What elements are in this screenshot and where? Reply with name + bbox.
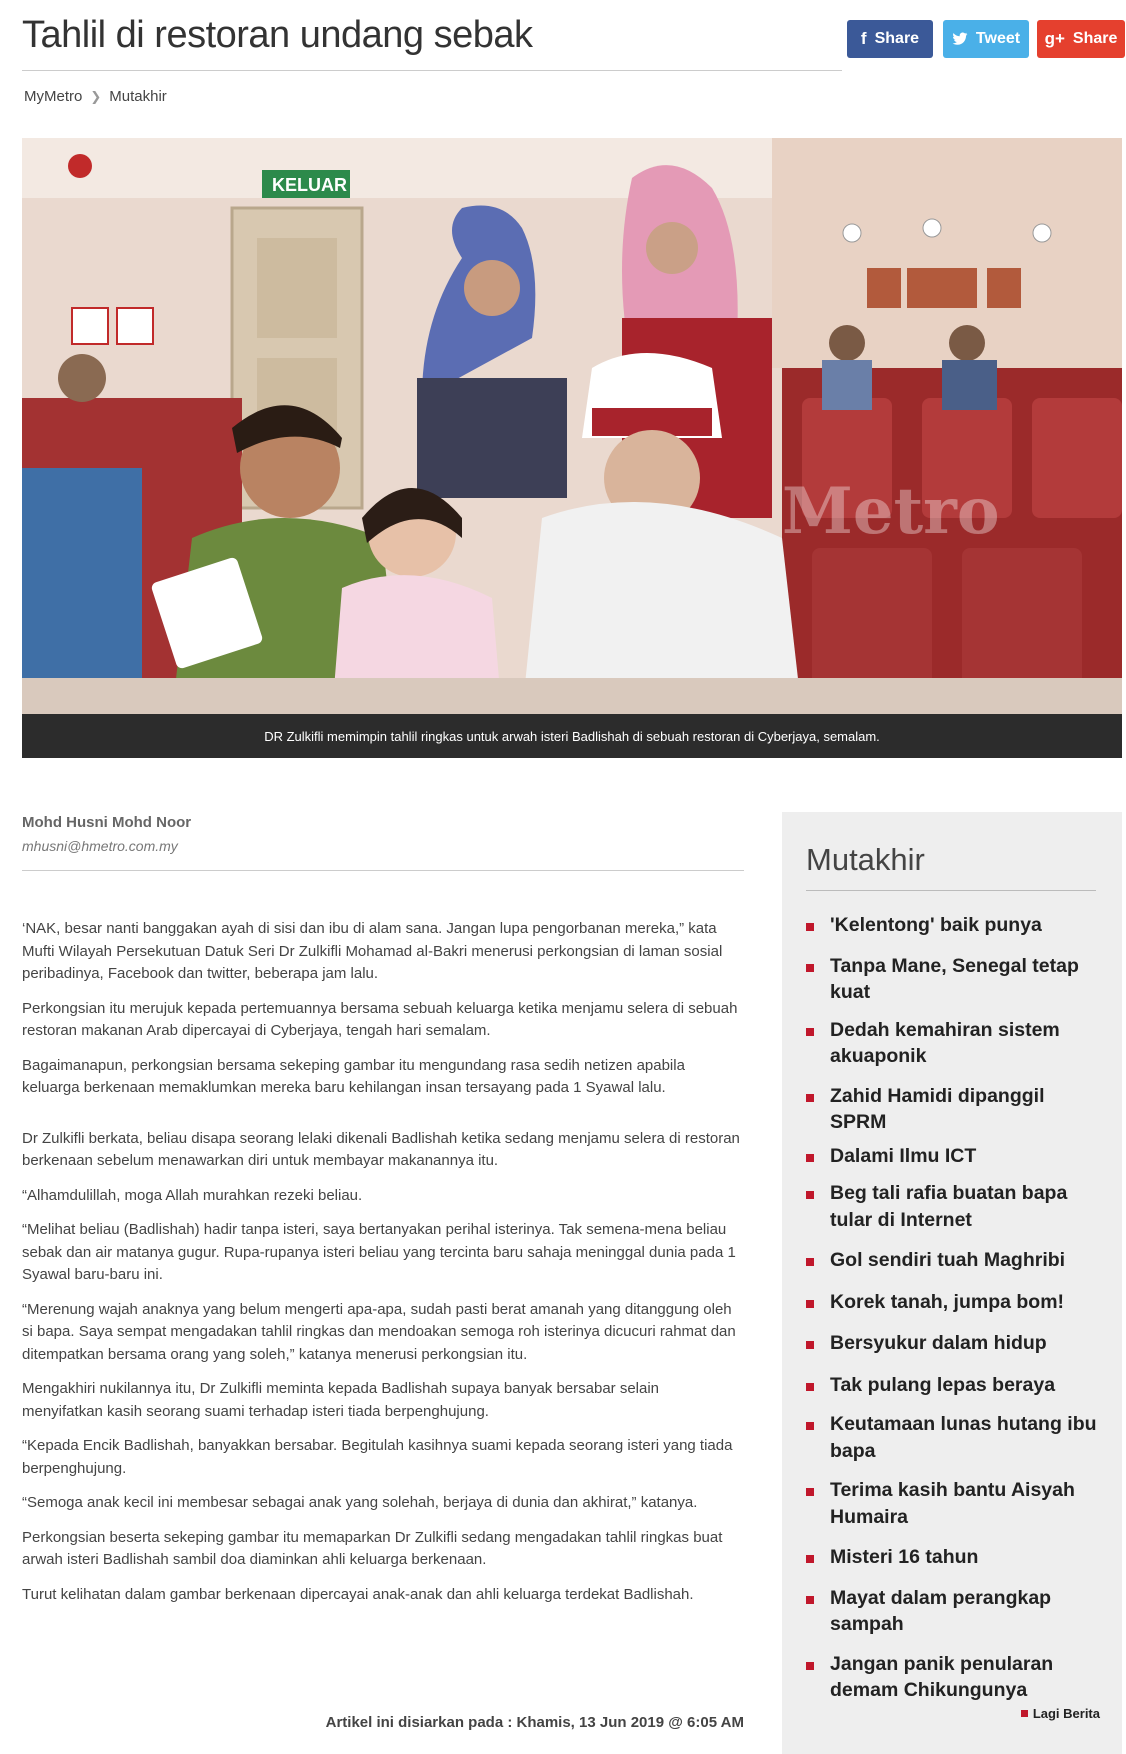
bullet-icon xyxy=(806,1383,814,1391)
sidebar-news-item[interactable] xyxy=(804,1083,1104,1136)
author-divider xyxy=(22,870,744,871)
sidebar-news-label: 'Kelentong' baik punya xyxy=(830,914,1042,936)
sidebar-news-label: Dalami Ilmu ICT xyxy=(830,1144,977,1167)
article-paragraph: “Semoga anak kecil ini membesar sebagai anak yang solehah, berjaya di dunia dan akhirat,” katanya. xyxy=(22,1494,698,1511)
breadcrumb-mutakhir[interactable]: Mutakhir xyxy=(109,88,167,105)
article-paragraph: Mengakhiri nukilannya itu, Dr Zulkifli meminta kepada Badlishah supaya banyak bersabar selain menyifatkan kasih seorang suami terhadap isteri tiada berpenghujung. xyxy=(22,1380,660,1420)
sidebar-news-item[interactable] xyxy=(804,1017,1104,1070)
bullet-icon xyxy=(806,1341,814,1349)
facebook-share-label: Share xyxy=(874,30,920,47)
googleplus-icon: g+ xyxy=(1044,29,1065,48)
article-paragraph: Perkongsian beserta sekeping gambar itu memaparkan Dr Zulkifli sedang mengadakan tahlil ringkas buat arwah isteri Badlishah sambil doa diaminkan ahli keluarga berkenaan. xyxy=(22,1528,723,1568)
twitter-tweet-label: Tweet xyxy=(975,30,1021,47)
article-paragraph: “Kepada Encik Badlishah, banyakkan bersabar. Begitulah kasihnya suami kepada seorang isteri yang tiada berpenghujung. xyxy=(22,1437,733,1477)
sidebar-news-item[interactable] xyxy=(804,1411,1104,1464)
sidebar-news-item[interactable] xyxy=(804,1330,1104,1357)
author-email[interactable]: mhusni@hmetro.com.my xyxy=(22,838,178,854)
sidebar-news-item[interactable] xyxy=(804,1585,1104,1638)
sidebar-news-item[interactable] xyxy=(804,1651,1104,1704)
sidebar-news-item[interactable] xyxy=(804,1544,1104,1571)
sidebar-news-label: Tak pulang lepas beraya xyxy=(830,1373,1056,1396)
bullet-icon xyxy=(806,1258,814,1266)
more-news-label: Lagi Berita xyxy=(1032,1706,1100,1721)
sidebar-news-label: Mayat dalam perangkap sampah xyxy=(830,1586,1052,1635)
sidebar-news-label: Gol sendiri tuah Maghribi xyxy=(830,1249,1066,1271)
breadcrumb-mymetro[interactable]: MyMetro xyxy=(24,88,83,105)
bullet-icon xyxy=(806,1422,814,1430)
sidebar-news-item[interactable] xyxy=(804,1180,1104,1233)
bullet-icon xyxy=(806,1028,814,1036)
breadcrumb xyxy=(24,88,167,105)
sidebar-news-item[interactable] xyxy=(804,912,1104,939)
bullet-icon xyxy=(806,1596,814,1604)
bullet-icon xyxy=(806,1300,814,1308)
bullet-icon xyxy=(806,964,814,972)
facebook-icon: f xyxy=(860,29,867,48)
sidebar-news-label: Dedah kemahiran sistem akuaponik xyxy=(830,1018,1060,1067)
sidebar-news-label: Terima kasih bantu Aisyah Humaira xyxy=(830,1479,1075,1528)
sidebar-news-item[interactable] xyxy=(804,1477,1104,1530)
bullet-icon xyxy=(806,1154,814,1162)
sidebar-news-label: Beg tali rafia buatan bapa tular di Internet xyxy=(830,1182,1068,1231)
metro-watermark: Metro xyxy=(782,474,1000,549)
more-news-link[interactable] xyxy=(1021,1706,1100,1721)
article-photo xyxy=(22,138,1122,714)
article-paragraph: ‘NAK, besar nanti banggakan ayah di sisi dan ibu di alam sana. Jangan lupa pengorbanan mereka,” kata Mufti Wilayah Persekutuan Datuk Seri Dr Zulkifli Mohamad al-Bakri menerusi perkongsian di laman sosial peribadinya, Facebook dan twitter, beberapa jam lalu. xyxy=(22,920,723,982)
bullet-icon xyxy=(806,1488,814,1496)
googleplus-share-label: Share xyxy=(1072,30,1118,47)
sidebar-news-label: Jangan panik penularan demam Chikungunya xyxy=(830,1652,1054,1701)
article-paragraph: Perkongsian itu merujuk kepada pertemuannya bersama sebuah keluarga ketika menjamu selera di sebuah restoran makanan Arab dipercayai di Cyberjaya, tengah hari semalam. xyxy=(22,999,738,1039)
sidebar-news-item[interactable] xyxy=(804,953,1104,1006)
sidebar-news-item[interactable] xyxy=(804,1289,1104,1316)
bullet-icon xyxy=(1021,1710,1028,1717)
googleplus-share-button[interactable] xyxy=(1037,20,1125,58)
bullet-icon xyxy=(806,1191,814,1199)
author-name: Mohd Husni Mohd Noor xyxy=(22,814,192,831)
article-paragraph: “Melihat beliau (Badlishah) hadir tanpa isteri, saya bertanyakan perihal isterinya. Tak semena-mena beliau sebak dan air matanya gugur. Rupa-rupanya isteri beliau yang tercinta baru sahaja meninggal dunia pada 1 Syawal baru-baru ini. xyxy=(22,1221,736,1283)
article-paragraph: “Merenung wajah anaknya yang belum mengerti apa-apa, sudah pasti berat amanah yang ditanggung oleh si bapa. Saya sempat mengadakan tahlil ringkas dan mendoakan semoga roh isterinya dicucuri rahmat dan ditempatkan bersama orang yang soleh,” katanya menerusi perkongsian itu. xyxy=(22,1300,736,1363)
bullet-icon xyxy=(806,1662,814,1670)
sidebar-news-label: Misteri 16 tahun xyxy=(830,1546,979,1568)
bullet-icon xyxy=(806,1555,814,1563)
twitter-bird-icon xyxy=(952,32,968,46)
bullet-icon xyxy=(806,923,814,931)
article-paragraph: Turut kelihatan dalam gambar berkenaan dipercayai anak-anak dan ahli keluarga terdekat Badlishah. xyxy=(22,1585,694,1603)
sidebar-news-label: Bersyukur dalam hidup xyxy=(830,1332,1047,1354)
sidebar-title: Mutakhir xyxy=(806,842,925,877)
published-date: Artikel ini disiarkan pada : Khamis, 13 Jun 2019 @ 6:05 AM xyxy=(325,1714,744,1731)
sidebar-news-item[interactable] xyxy=(804,1247,1104,1274)
chevron-right-icon: ❯ xyxy=(90,88,102,104)
title-divider xyxy=(22,70,842,71)
sidebar-latest xyxy=(782,812,1122,1754)
sidebar-news-label: Korek tanah, jumpa bom! xyxy=(830,1290,1065,1313)
sidebar-news-item[interactable] xyxy=(804,1372,1104,1399)
exit-sign-text: KELUAR xyxy=(272,175,347,195)
sidebar-news-label: Tanpa Mane, Senegal tetap kuat xyxy=(830,954,1079,1003)
facebook-share-button[interactable] xyxy=(847,20,933,58)
article-paragraph: Dr Zulkifli berkata, beliau disapa seorang lelaki dikenali Badlishah ketika sedang menjamu selera di restoran berkenaan sebelum menawarkan diri untuk membayar makanannya itu. xyxy=(22,1129,740,1169)
twitter-tweet-button[interactable] xyxy=(943,20,1029,58)
sidebar-news-list xyxy=(804,912,1104,1704)
bullet-icon xyxy=(806,1094,814,1102)
article-body xyxy=(22,918,744,1618)
sidebar-divider xyxy=(806,890,1096,891)
photo-caption: DR Zulkifli memimpin tahlil ringkas untuk arwah isteri Badlishah di sebuah restoran di Cyberjaya, semalam. xyxy=(22,714,1122,758)
article-title: Tahlil di restoran undang sebak xyxy=(22,14,533,56)
sidebar-news-label: Zahid Hamidi dipanggil SPRM xyxy=(830,1084,1045,1133)
sidebar-news-label: Keutamaan lunas hutang ibu bapa xyxy=(830,1413,1097,1462)
article-paragraph: Bagaimanapun, perkongsian bersama sekeping gambar itu mengundang rasa sedih netizen apabila keluarga berkenaan memaklumkan mereka baru kehilangan insan tersayang pada 1 Syawal lalu. xyxy=(22,1056,685,1096)
sidebar-news-item[interactable] xyxy=(804,1143,1104,1170)
article-paragraph: “Alhamdulillah, moga Allah murahkan rezeki beliau. xyxy=(22,1186,363,1204)
